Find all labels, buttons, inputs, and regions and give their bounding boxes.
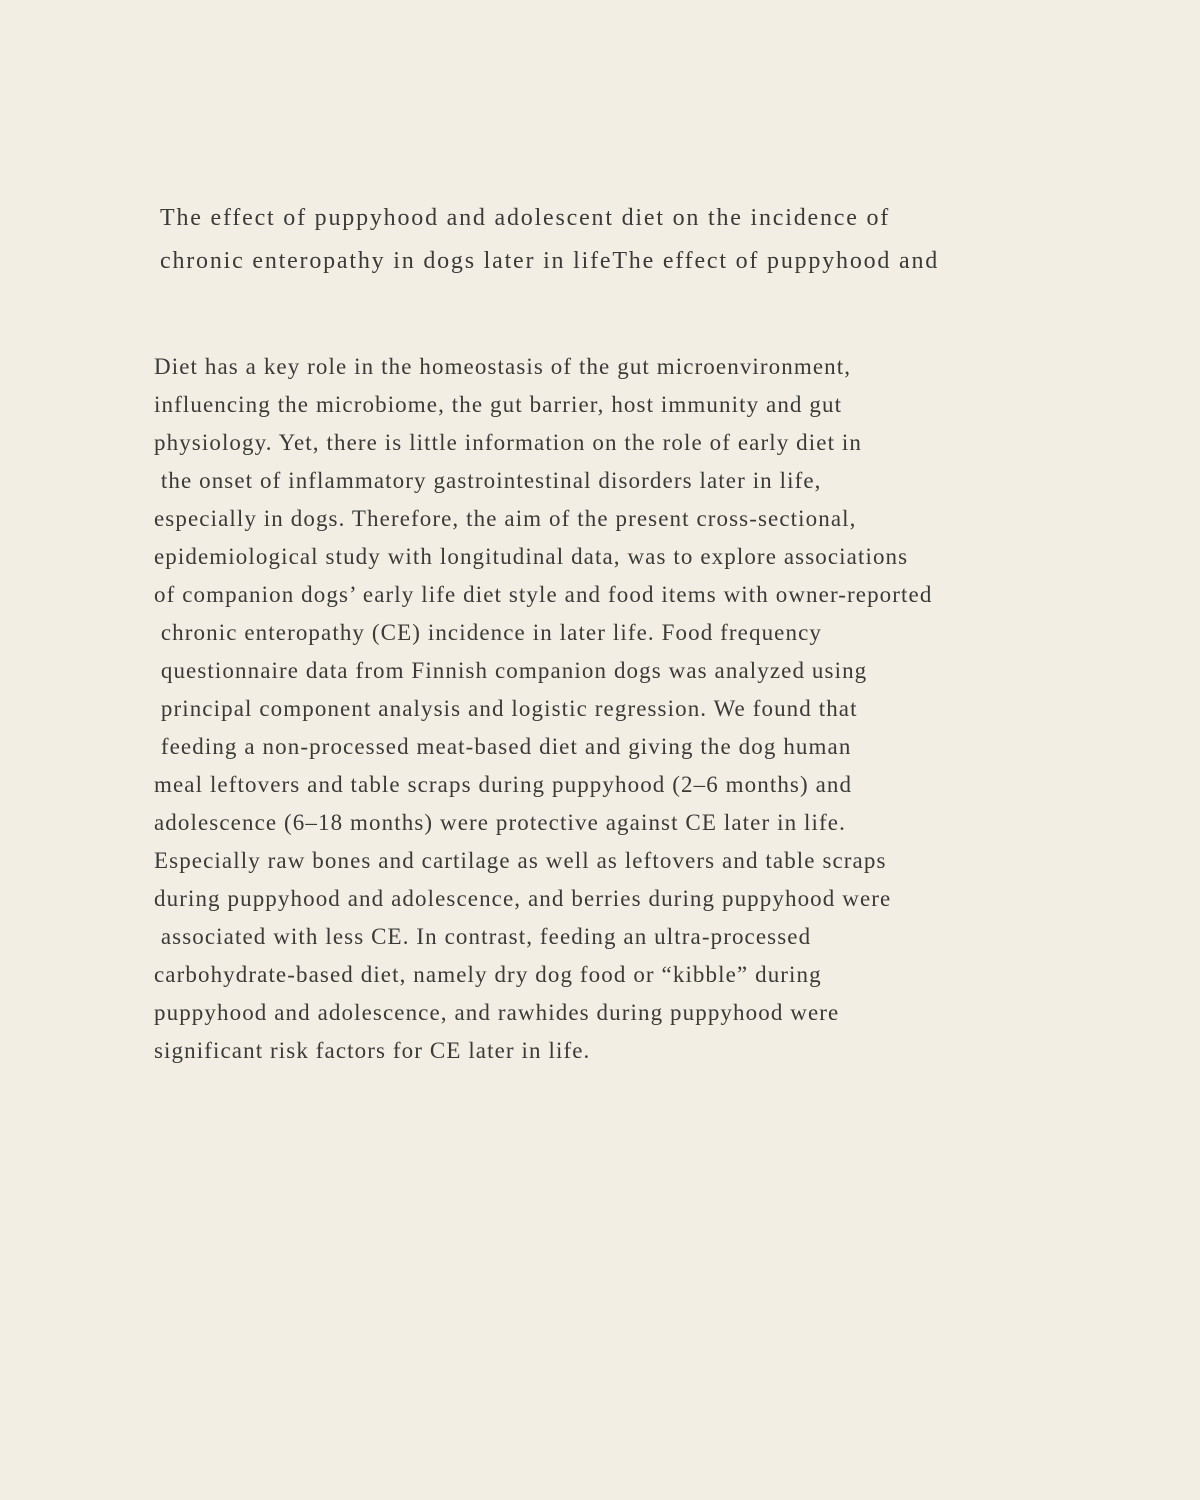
- abstract-line: puppyhood and adolescence, and rawhides during puppyhood were: [154, 1000, 840, 1025]
- abstract-line: influencing the microbiome, the gut barrier, host immunity and gut: [154, 392, 843, 417]
- abstract-line: epidemiological study with longitudinal data, was to explore associations: [154, 544, 909, 569]
- paper-title: [160, 197, 1120, 283]
- title-line: chronic enteropathy in dogs later in lifeThe effect of puppyhood and: [160, 248, 940, 274]
- abstract-text: [154, 348, 1114, 1070]
- title-line: The effect of puppyhood and adolescent diet on the incidence of: [160, 205, 891, 231]
- abstract-line: questionnaire data from Finnish companion dogs was analyzed using: [154, 658, 868, 683]
- abstract-line: chronic enteropathy (CE) incidence in later life. Food frequency: [154, 620, 822, 645]
- abstract-line: meal leftovers and table scraps during puppyhood (2–6 months) and: [154, 772, 853, 797]
- abstract-line: Diet has a key role in the homeostasis of the gut microenvironment,: [154, 354, 852, 379]
- abstract-line: significant risk factors for CE later in life.: [154, 1038, 591, 1063]
- abstract-line: feeding a non-processed meat-based diet and giving the dog human: [154, 734, 852, 759]
- abstract-line: associated with less CE. In contrast, feeding an ultra-processed: [154, 924, 812, 949]
- abstract-line: the onset of inflammatory gastrointestinal disorders later in life,: [154, 468, 822, 493]
- abstract-line: of companion dogs’ early life diet style and food items with owner-reported: [154, 582, 933, 607]
- abstract-line: especially in dogs. Therefore, the aim of the present cross-sectional,: [154, 506, 857, 531]
- abstract-line: Especially raw bones and cartilage as well as leftovers and table scraps: [154, 848, 887, 873]
- abstract-line: during puppyhood and adolescence, and berries during puppyhood were: [154, 886, 892, 911]
- abstract-line: carbohydrate-based diet, namely dry dog food or “kibble” during: [154, 962, 822, 987]
- abstract-line: adolescence (6–18 months) were protective against CE later in life.: [154, 810, 846, 835]
- abstract-line: principal component analysis and logistic regression. We found that: [154, 696, 858, 721]
- abstract-line: physiology. Yet, there is little information on the role of early diet in: [154, 430, 863, 455]
